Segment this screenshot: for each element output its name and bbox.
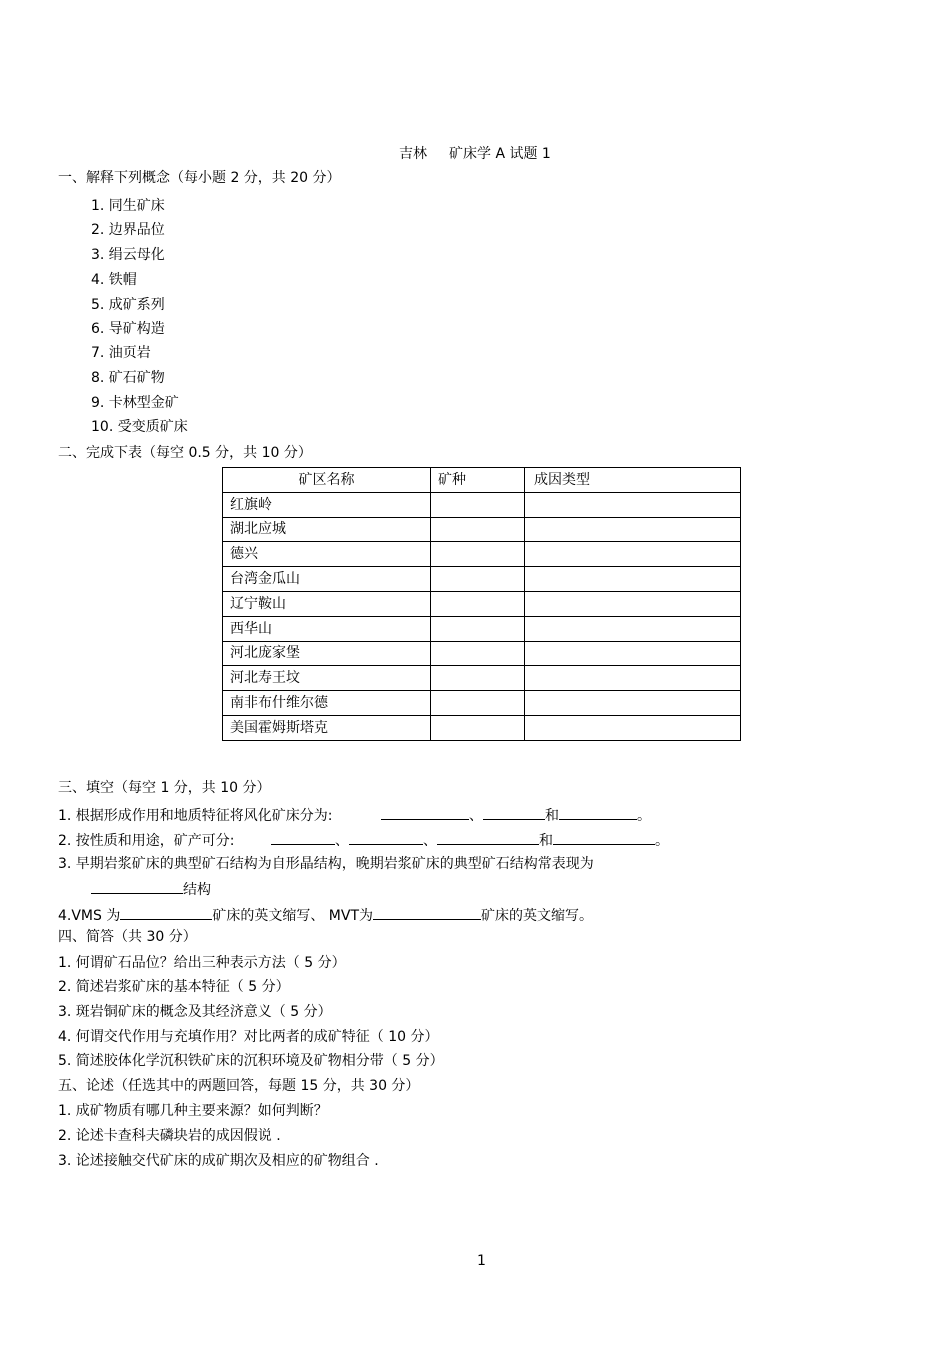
mineral-cell[interactable] <box>431 641 525 666</box>
s1-item-2: 2. 边界品位 <box>91 222 165 238</box>
q1-text: 1. 根据形成作用和地质特征将风化矿床分为: <box>58 808 333 824</box>
s1-item-6: 6. 导矿构造 <box>91 321 165 337</box>
genetic-type-cell[interactable] <box>525 715 741 740</box>
s1-item-1: 1. 同生矿床 <box>91 198 165 214</box>
genetic-type-cell[interactable] <box>525 641 741 666</box>
q2-blank-3[interactable] <box>437 830 539 845</box>
mineral-cell[interactable] <box>431 567 525 592</box>
fill-question-3: 3. 早期岩浆矿床的典型矿石结构为自形晶结构，晚期岩浆矿床的典型矿石结构常表现为 <box>58 856 594 872</box>
q2-blank-1[interactable] <box>271 830 335 845</box>
district-name-cell: 台湾金瓜山 <box>223 567 431 592</box>
table-row <box>223 641 741 666</box>
s5-item-2: 2. 论述卡查科夫磷块岩的成因假说 . <box>58 1128 281 1144</box>
q1-and: 和 <box>544 808 559 824</box>
genetic-type-cell[interactable] <box>525 517 741 542</box>
s1-item-5: 5. 成矿系列 <box>91 297 165 313</box>
title-school: 吉林 <box>399 146 427 162</box>
s1-item-7: 7. 油页岩 <box>91 345 151 361</box>
mineral-cell[interactable] <box>431 715 525 740</box>
district-name-cell: 河北庞家堡 <box>223 641 431 666</box>
deposit-table <box>222 467 741 741</box>
mineral-cell[interactable] <box>431 616 525 641</box>
mineral-cell[interactable] <box>431 492 525 517</box>
table-row <box>223 666 741 691</box>
q2-separator-1: 、 <box>334 833 349 849</box>
q2-text: 2. 按性质和用途，矿产可分: <box>58 833 235 849</box>
s4-item-4: 4. 何谓交代作用与充填作用？对比两者的成矿特征（ 10 分） <box>58 1029 439 1045</box>
fill-question-4 <box>58 905 593 925</box>
district-name-cell: 河北寿王坟 <box>223 666 431 691</box>
page-number: 1 <box>477 1253 486 1269</box>
mineral-cell[interactable] <box>431 542 525 567</box>
q1-blank-2[interactable] <box>483 805 545 820</box>
s5-item-1: 1. 成矿物质有哪几种主要来源？如何判断？ <box>58 1103 328 1119</box>
section1-heading: 一、解释下列概念（每小题 2 分，共 20 分） <box>58 170 341 186</box>
q4-blank-1[interactable] <box>120 905 212 920</box>
district-name-cell: 湖北应城 <box>223 517 431 542</box>
s1-item-8: 8. 矿石矿物 <box>91 370 165 386</box>
q1-blank-3[interactable] <box>559 805 637 820</box>
fill-question-1 <box>58 805 651 825</box>
q4-middle: 矿床的英文缩写、 MVT为 <box>212 908 374 924</box>
genetic-type-cell[interactable] <box>525 542 741 567</box>
s4-item-5: 5. 简述胶体化学沉积铁矿床的沉积环境及矿物相分带（ 5 分） <box>58 1053 444 1069</box>
header-genetic-type: 成因类型 <box>525 468 741 493</box>
table-row <box>223 591 741 616</box>
district-name-cell: 辽宁鞍山 <box>223 591 431 616</box>
q1-end: 。 <box>636 808 651 824</box>
header-district-name: 矿区名称 <box>223 468 431 493</box>
table-row <box>223 715 741 740</box>
genetic-type-cell[interactable] <box>525 492 741 517</box>
s5-item-3: 3. 论述接触交代矿床的成矿期次及相应的矿物组合 . <box>58 1153 379 1169</box>
q2-separator-2: 、 <box>422 833 437 849</box>
genetic-type-cell[interactable] <box>525 591 741 616</box>
s4-item-3: 3. 斑岩铜矿床的概念及其经济意义（ 5 分） <box>58 1004 332 1020</box>
genetic-type-cell[interactable] <box>525 567 741 592</box>
s1-item-9: 9. 卡林型金矿 <box>91 395 179 411</box>
section5-heading: 五、论述（任选其中的两题回答，每题 15 分，共 30 分） <box>58 1078 420 1094</box>
q4-suffix: 矿床的英文缩写。 <box>481 908 594 924</box>
genetic-type-cell[interactable] <box>525 691 741 716</box>
q1-blank-1[interactable] <box>381 805 469 820</box>
table-row <box>223 492 741 517</box>
q1-separator: 、 <box>468 808 483 824</box>
district-name-cell: 南非布什维尔德 <box>223 691 431 716</box>
fill-question-3-line2 <box>91 879 211 899</box>
genetic-type-cell[interactable] <box>525 616 741 641</box>
q2-end: 。 <box>654 833 669 849</box>
section3-heading: 三、填空（每空 1 分，共 10 分） <box>58 780 271 796</box>
genetic-type-cell[interactable] <box>525 666 741 691</box>
mineral-cell[interactable] <box>431 517 525 542</box>
q2-and: 和 <box>538 833 553 849</box>
fill-question-2 <box>58 830 669 850</box>
q2-blank-2[interactable] <box>349 830 423 845</box>
table-row <box>223 542 741 567</box>
s1-item-10: 10. 受变质矿床 <box>91 419 188 435</box>
title-course: 矿床学 A 试题 1 <box>449 146 551 162</box>
q4-blank-2[interactable] <box>373 905 481 920</box>
mineral-cell[interactable] <box>431 591 525 616</box>
q2-blank-4[interactable] <box>553 830 655 845</box>
header-mineral: 矿种 <box>431 468 525 493</box>
s4-item-2: 2. 简述岩浆矿床的基本特征（ 5 分） <box>58 979 290 995</box>
section4-heading: 四、简答（共 30 分） <box>58 929 197 945</box>
q3-blank[interactable] <box>91 879 183 894</box>
district-name-cell: 西华山 <box>223 616 431 641</box>
s4-item-1: 1. 何谓矿石品位？给出三种表示方法（ 5 分） <box>58 955 346 971</box>
district-name-cell: 红旗岭 <box>223 492 431 517</box>
mineral-cell[interactable] <box>431 666 525 691</box>
table-row <box>223 567 741 592</box>
section2-heading: 二、完成下表（每空 0.5 分，共 10 分） <box>58 445 312 461</box>
q4-prefix: 4.VMS 为 <box>58 908 121 924</box>
s1-item-4: 4. 铁帽 <box>91 272 137 288</box>
district-name-cell: 德兴 <box>223 542 431 567</box>
s1-item-3: 3. 绢云母化 <box>91 247 165 263</box>
table-header-row <box>223 468 741 493</box>
table-row <box>223 616 741 641</box>
district-name-cell: 美国霍姆斯塔克 <box>223 715 431 740</box>
table-row <box>223 517 741 542</box>
table-row <box>223 691 741 716</box>
mineral-cell[interactable] <box>431 691 525 716</box>
q3-suffix: 结构 <box>183 882 211 898</box>
